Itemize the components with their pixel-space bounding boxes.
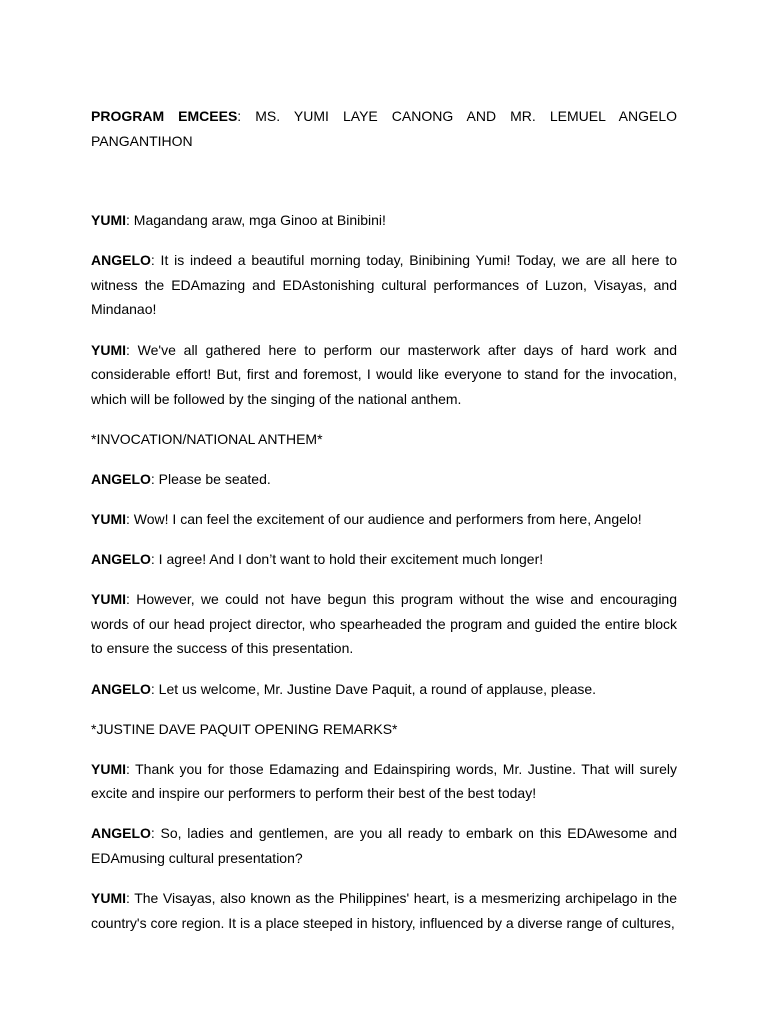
script-line — [91, 547, 677, 572]
heading-text: : MS. YUMI LAYE CANONG AND MR. LEMUEL ANGELO PANGANTIHON — [91, 108, 677, 149]
speaker-name: YUMI — [91, 760, 126, 777]
speaker-name: YUMI — [91, 890, 126, 907]
script-line — [91, 757, 677, 806]
program-emcees-heading — [91, 104, 677, 153]
script-line — [91, 507, 677, 532]
document-page — [91, 104, 677, 951]
stage-direction — [91, 717, 677, 742]
script-line — [91, 248, 677, 322]
speaker-name: ANGELO — [91, 680, 151, 697]
script-line — [91, 338, 677, 412]
speaker-name: YUMI — [91, 212, 126, 229]
line-text: : The Visayas, also known as the Philippines' heart, is a mesmerizing archipelago in the country's core region. It is a place steeped in history, influenced by a diverse range of cultures, — [91, 890, 677, 931]
line-text: : Wow! I can feel the excitement of our audience and performers from here, Angelo! — [126, 511, 642, 528]
line-text: : Thank you for those Edamazing and Edainspiring words, Mr. Justine. That will surely excite and inspire our performers to perform their best of the best today! — [91, 760, 677, 802]
script-line — [91, 467, 677, 492]
line-text: : We've all gathered here to perform our masterwork after days of hard work and considerable effort! But, first and foremost, I would like everyone to stand for the invocation, which will be followed by the singing of the national anthem. — [91, 341, 677, 407]
line-text: : It is indeed a beautiful morning today, Binibining Yumi! Today, we are all here to witness the EDAmazing and EDAstonishing cultural performances of Luzon, Visayas, and Mindanao! — [91, 252, 677, 318]
line-text: : Let us welcome, Mr. Justine Dave Paquit, a round of applause, please. — [150, 680, 597, 697]
script-line — [91, 821, 677, 870]
script-line — [91, 677, 677, 702]
line-text: *JUSTINE DAVE PAQUIT OPENING REMARKS* — [91, 720, 398, 737]
script-line — [91, 208, 677, 233]
speaker-name: ANGELO — [91, 551, 151, 568]
speaker-name: ANGELO — [91, 825, 151, 842]
line-text: : I agree! And I don’t want to hold their excitement much longer! — [150, 551, 544, 568]
script-line — [91, 587, 677, 661]
speaker-name: ANGELO — [91, 252, 151, 269]
speaker-name: YUMI — [91, 511, 126, 528]
heading-label: PROGRAM EMCEES — [91, 108, 238, 124]
stage-direction — [91, 427, 677, 452]
speaker-name: ANGELO — [91, 470, 151, 487]
line-text: : Please be seated. — [150, 470, 271, 487]
speaker-name: YUMI — [91, 341, 126, 358]
line-text: : Magandang araw, mga Ginoo at Binibini! — [126, 212, 386, 229]
line-text: *INVOCATION/NATIONAL ANTHEM* — [91, 430, 323, 447]
line-text: : However, we could not have begun this program without the wise and encouraging words of our head project director, who spearheaded the program and guided the entire block to ensure the success of this presentation. — [91, 591, 677, 657]
script-line — [91, 886, 677, 935]
line-text: : So, ladies and gentlemen, are you all ready to embark on this EDAwesome and EDAmusing cultural presentation? — [91, 825, 677, 866]
speaker-name: YUMI — [91, 591, 126, 608]
